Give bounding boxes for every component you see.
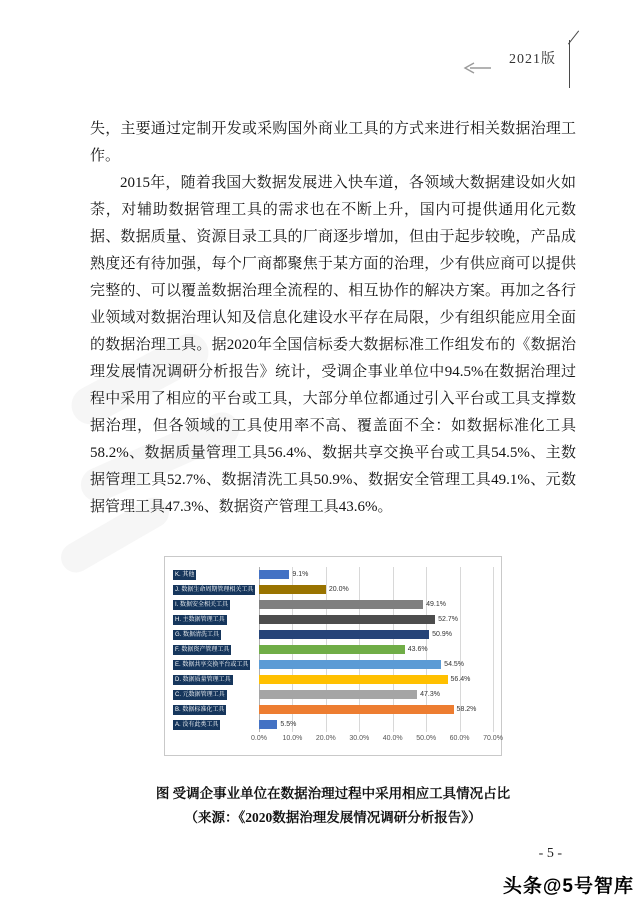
chart-category-row: [173, 642, 259, 657]
chart-x-ticks: [251, 735, 503, 747]
chart-bar-row: [259, 672, 493, 687]
chart-category-label: C. 元数据管理工具: [175, 691, 225, 698]
chart-bar-row: [259, 597, 493, 612]
chart-category-axis: [173, 567, 259, 732]
chart-bar-row: [259, 582, 493, 597]
chart-x-tick-label: 0.0%: [251, 735, 267, 742]
chart-x-tick-label: 40.0%: [382, 735, 403, 742]
chart-bar: [259, 615, 435, 624]
chart-value-label: 52.7%: [438, 616, 459, 623]
chart-value-label: 43.6%: [407, 646, 428, 653]
chart-category-row: [173, 657, 259, 672]
chart-category-label: I. 数据安全相关工具: [175, 601, 229, 608]
chart-category-label: F. 数据资产管理工具: [175, 646, 230, 653]
chart-category-label: B. 数据标准化工具: [175, 706, 225, 713]
chart-category-row: [173, 672, 259, 687]
brand-watermark: 头条@5号智库: [502, 876, 634, 897]
chart-bar: [259, 570, 289, 579]
chart-category-row: [173, 717, 259, 732]
chart-category-row: [173, 627, 259, 642]
chart-x-tick-label: 70.0%: [483, 735, 503, 742]
chart-bar-row: [259, 612, 493, 627]
chart-bar-row: [259, 642, 493, 657]
chart-bar: [259, 660, 441, 669]
chart-x-tick-label: 30.0%: [349, 735, 370, 742]
paragraph-main: 2015年，随着我国大数据发展进入快车道，各领域大数据建设如火如荼，对辅助数据管理工具的需求也在不断上升，国内可提供通用化元数据、数据质量、资源目录工具的厂商逐步增加，但由于起步较晚，产品成熟度还有待加强，每个厂商都聚焦于某方面的治理，少有供应商可以提供完整的、可以覆盖数据治理全流程的、相互协作的解决方案。再加之各行业领域对数据治理认知及信息化建设水平存在局限，少有组织能应用全面的数据治理工具。据2020年全国信标委大数据标准工作组发布的《数据治理发展情况调研分析报告》统计，受调企事业单位中94.5%在数据治理过程中采用了相应的平台或工具，大部分单位都通过引入平台或工具支撑数据治理，但各领域的工具使用率不高、覆盖面不全：如数据标准化工具58.2%、数据质量管理工具56.4%、数据共享交换平台或工具54.5%、主数据管理工具52.7%、数据清洗工具50.9%、数据安全管理工具49.1%、元数据管理工具47.3%、数据资产管理工具43.6%。: [90, 175, 576, 515]
chart-category-row: [173, 702, 259, 717]
chart-x-tick-label: 10.0%: [282, 735, 303, 742]
chart-caption: [90, 782, 576, 830]
chart-bar-row: [259, 717, 493, 732]
chart-category-label: K. 其他: [175, 571, 195, 578]
chart-gridline: [493, 567, 494, 732]
chart-bar: [259, 630, 429, 639]
chart-axis-spacer: [173, 735, 259, 747]
chart-x-axis: [173, 735, 503, 747]
chart-value-label: 58.2%: [456, 706, 477, 713]
chart-value-label: 47.3%: [420, 691, 440, 698]
chart-x-tick-label: 50.0%: [416, 735, 437, 742]
chart-bar-row: [259, 702, 493, 717]
chart-value-label: 5.5%: [280, 721, 297, 728]
chart-bar: [259, 705, 454, 714]
chart-value-label: 56.4%: [450, 676, 471, 683]
chart-bar: [259, 675, 448, 684]
chart-category-row: [173, 612, 259, 627]
chart-bars-area: [259, 567, 493, 732]
chart-value-label: 20.0%: [328, 586, 349, 593]
chart-caption-source: （来源：《2020数据治理发展情况调研分析报告》）: [184, 810, 482, 825]
chart-bar: [259, 690, 417, 699]
chart-x-tick-label: 60.0%: [449, 735, 470, 742]
chart-category-label: J. 数据生命周期管理相关工具: [175, 586, 254, 593]
chart-category-label: D. 数据质量管理工具: [175, 676, 231, 683]
chart-bar: [259, 645, 405, 654]
chart-value-label: 54.5%: [444, 661, 465, 668]
chart-bar: [259, 585, 326, 594]
page-number: - 5 -: [538, 846, 562, 861]
chart-category-label: E. 数据共享交换平台或工具: [175, 661, 249, 668]
chart-x-tick-label: 20.0%: [315, 735, 336, 742]
chart-category-row: [173, 597, 259, 612]
chart-value-label: 9.1%: [292, 571, 309, 578]
chart-category-label: A. 没有此类工具: [175, 721, 219, 728]
chart-bar: [259, 600, 423, 609]
chart-bar: [259, 720, 277, 729]
bar-chart: [164, 556, 502, 756]
chart-bars: [259, 567, 493, 732]
chart-value-label: 50.9%: [432, 631, 452, 638]
chart-category-row: [173, 582, 259, 597]
chart-bar-row: [259, 567, 493, 582]
chart-category-label: H. 主数据管理工具: [175, 616, 225, 623]
chart-bar-row: [259, 687, 493, 702]
chart-plot-area: [173, 567, 493, 732]
edition-label: 2021版: [509, 52, 556, 67]
chart-bar-row: [259, 627, 493, 642]
chart-category-label: G. 数据清洗工具: [175, 631, 220, 638]
chart-category-row: [173, 687, 259, 702]
paragraph-continuation: 失，主要通过定制开发或采购国外商业工具的方式来进行相关数据治理工作。: [90, 121, 576, 164]
chart-bar-row: [259, 657, 493, 672]
chart-caption-title: 图 受调企事业单位在数据治理过程中采用相应工具情况占比: [155, 786, 511, 801]
chart-value-label: 49.1%: [426, 601, 446, 608]
chart-category-row: [173, 567, 259, 582]
